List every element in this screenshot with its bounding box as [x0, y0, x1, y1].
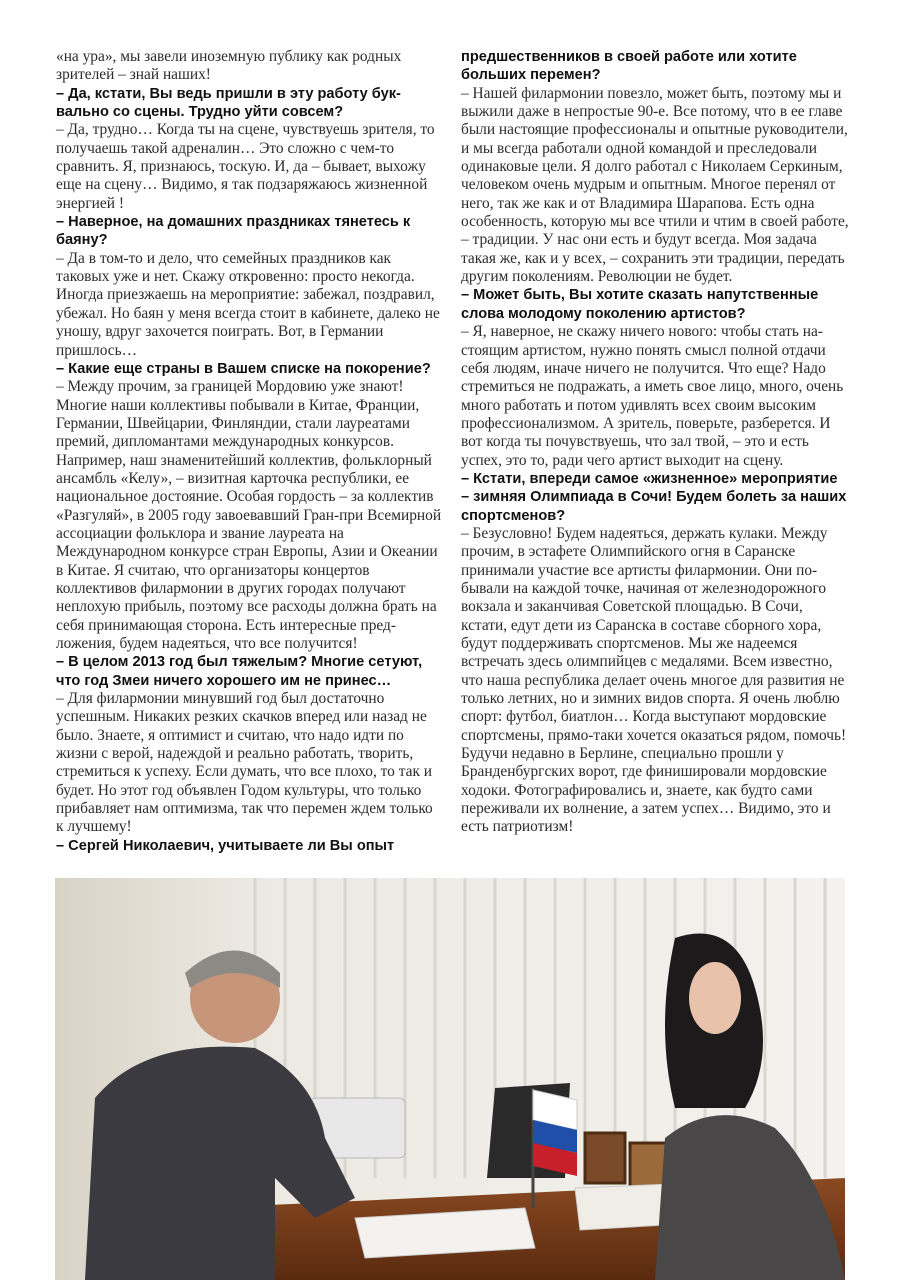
- left-column: [56, 48, 444, 855]
- question-paragraph: – Может быть, Вы хотите сказать напутственные слова молодому поколению артистов?: [461, 287, 819, 322]
- question-paragraph: – Наверное, на домашних праздниках тянетесь к баяну?: [56, 214, 411, 249]
- question-paragraph: – Сергей Николаевич, учитываете ли Вы опыт: [56, 837, 395, 854]
- question-paragraph: – Кстати, впереди самое «жизненное» мероприятие – зимняя Олимпиада в Сочи! Будем болеть за наших спортсменов?: [461, 470, 847, 524]
- question-paragraph: – В целом 2013 год был тяжелым? Многие сетуют, что год Змеи ничего хорошего им не принес…: [56, 654, 423, 689]
- question-paragraph: предшественников в своей работе или хотите больших перемен?: [461, 49, 797, 84]
- answer-paragraph: – Между прочим, за границей Мордовию уже знают! Многие наши коллективы побывали в Китае, Франции, Германии, Швейцарии, Финляндии, стали лауреатами премий, дипломантами международных конкурсов. Например, наш знаменитейший коллектив, фольклорный ансамбль «Келу», – визитная карточка республики, ее национальное достояние. Особая гордость – за коллектив «Разгуляй», в 2005 году завоевавший Гран-при Всемирной ассоциации фольклора и звание лауреата на Международном конкурсе стран Европы, Азии и Океании в Китае. Я считаю, что организаторы концертов коллективов филармонии в других городах получают неплохую прибыль, поэтому все расходы должна брать на себя принимающая сторона. Есть интересные предложения, будем надеяться, что все получится!: [56, 378, 442, 652]
- answer-paragraph: – Да в том-то и дело, что семейных праздников как таковых уже и нет. Скажу откровенно: просто некогда. Иногда приезжаешь на мероприятие: забежал, поздравил, убежал. Но баян у меня всегда стоит в кабинете, далеко не уношу, вдруг захочется поиграть. Вот, в Германии пришлось…: [56, 249, 440, 359]
- answer-paragraph: – Для филармонии минувший год был достаточно успешным. Никаких резких скачков вперед или назад не было. Знаете, я оптимист и считаю, что надо идти по жизни с верой, надеждой и реально работать, творить, стремиться к успеху. Если думать, что все плохо, то так и будет. Но этот год объявлен Годом культуры, что только прибавляет нам оптимизма, так что перемен ждем только к лучшему!: [56, 690, 433, 836]
- answer-paragraph: – Да, трудно… Когда ты на сцене, чувствуешь зрителя, то получаешь такой адреналин… Это сложно с чем-то сравнить. Я, признаюсь, тоскую. И, да – бывает, выхожу еще на сцену… Видимо, я так подзаряжаюсь жизненной энергией !: [56, 121, 435, 212]
- answer-paragraph: – Безусловно! Будем надеяться, держать кулаки. Между прочим, в эстафете Олимпийского огня в Саранске принимали участие все артисты филармонии. Они побывали на каждой точке, начиная от железнодорожного вокзала и заканчивая Советской площадью. В Сочи, кстати, едут дети из Саранска в составе сборного хора, будут поддерживать спортсменов. Мы же надеемся встречать здесь олимпийцев с медалями. Всем известно, что наша республика делает очень многое для развития не только летних, но и зимних видов спорта. Я очень люблю спорт: футбол, биатлон… Когда выступают мордовские спортсмены, прямо-таки хочется оказаться рядом, помочь! Будучи недавно в Берлине, специально прошли у Бранденбургских ворот, где финишировали мордовские ходоки. Фотографировались и, знаете, как будто сами переживали их волнение, а затем успех… Видимо, это и есть патриотизм!: [461, 524, 847, 836]
- right-column: [461, 48, 849, 837]
- answer-paragraph: «на ура», мы завели иноземную публику как родных зрителей – знай наших!: [56, 48, 402, 84]
- question-paragraph: – Да, кстати, Вы ведь пришли в эту работу буквально со сцены. Трудно уйти совсем?: [56, 85, 401, 121]
- answer-paragraph: – Нашей филармонии повезло, может быть, поэтому мы и выжили даже в непростые 90-е. Все потому, что в ее главе были настоящие профессионалы и опытные руководители, и мы всегда работали одной командой и преследовали одинаковые цели. Я долго работал с Николаем Серкиным, человеком очень мудрым и опытным. Многое перенял от него, так же как и от Владимира Шарапова. Есть одна особенность, которую мы все чтили и чтим в своей работе, – традиции. У нас они есть и будут всегда. Моя задача такая же, как и у всех, – сохранить эти традиции, передать другим поколениям. Революции не будет.: [461, 84, 849, 286]
- interview-photo: [55, 878, 845, 1280]
- question-paragraph: – Какие еще страны в Вашем списке на покорение?: [56, 360, 431, 377]
- answer-paragraph: – Я, наверное, не скажу ничего нового: чтобы стать настоящим артистом, нужно понять смысл полной отдачи себя людям, иначе ничего не получится. Что еще? Надо стремиться не подражать, а иметь свое лицо, много, очень много работать и потом удивлять всех своим высоким профессионализмом. А зритель, поверьте, разберется. И вот когда ты почувствуешь, что зал твой, – это и есть успех, это то, ради чего артист выходит на сцену.: [461, 323, 844, 469]
